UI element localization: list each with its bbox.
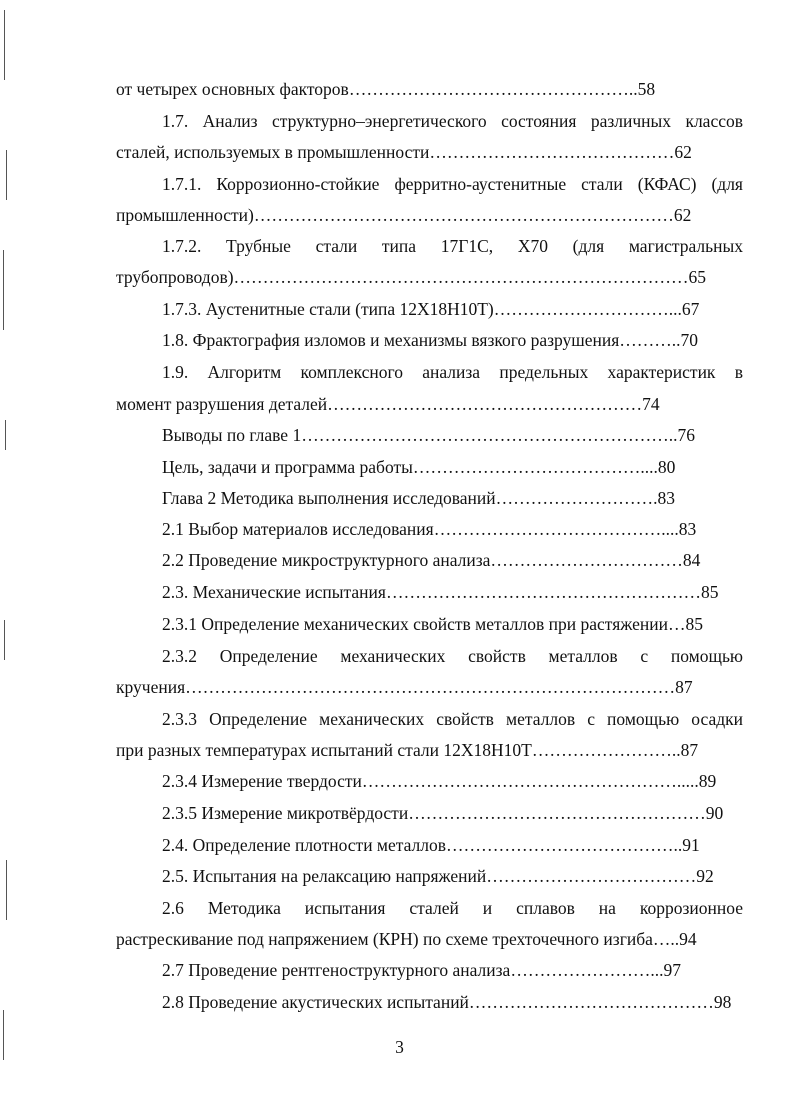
toc-line: промышленности)………………………………………………………………62 (116, 205, 692, 225)
toc-line: 2.6 Методика испытания сталей и сплавов на коррозионное (162, 898, 743, 918)
page-number: 3 (395, 1037, 404, 1057)
toc-line: 2.3.2 Определение механических свойств металлов с помощью (162, 646, 743, 666)
toc-line: 1.7. Анализ структурно–энергетического состояния различных классов (162, 111, 743, 131)
toc-line: 2.1 Выбор материалов исследования…………………………………....83 (162, 519, 697, 539)
toc-line: от четырех основных факторов…………………………………………..58 (116, 79, 656, 99)
toc-line: 2.5. Испытания на релаксацию напряжений………………………………92 (162, 866, 714, 886)
toc-line: 2.3.1 Определение механических свойств металлов при растяжении…85 (162, 614, 703, 634)
toc-line: момент разрушения деталей………………………………………………74 (116, 394, 660, 414)
toc-line: 1.9. Алгоритм комплексного анализа предельных характеристик в (162, 362, 743, 382)
toc-line: при разных температурах испытаний стали 12Х18Н10Т……………………..87 (116, 740, 699, 760)
toc-line: сталей, используемых в промышленности……………………………………62 (116, 142, 692, 162)
toc-line: 1.7.1. Коррозионно-стойкие ферритно-аустенитные стали (КФАС) (для (162, 174, 743, 194)
toc-line: 2.3. Механические испытания………………………………………………85 (162, 582, 719, 602)
toc-line: Выводы по главе 1………………………………………………………..76 (162, 425, 695, 445)
toc-line: 2.8 Проведение акустических испытаний……………………………………98 (162, 992, 732, 1012)
toc-line: 2.2 Проведение микроструктурного анализа……………………………84 (162, 550, 701, 570)
toc-line: растрескивание под напряжением (КРН) по схеме трехточечного изгиба…..94 (116, 929, 697, 949)
toc-line: трубопроводов)……………………………………………………………………65 (116, 267, 707, 287)
toc-line: 1.7.2. Трубные стали типа 17Г1С, Х70 (для магистральных (162, 236, 743, 256)
toc-line: Цель, задачи и программа работы…………………………………....80 (162, 457, 676, 477)
toc-line: 2.3.5 Измерение микротвёрдости……………………………………………90 (162, 803, 724, 823)
toc-line: 2.3.3 Определение механических свойств металлов с помощью осадки (162, 709, 743, 729)
toc-line: 2.4. Определение плотности металлов…………………………………..91 (162, 835, 700, 855)
toc-line: 1.8. Фрактография изломов и механизмы вязкого разрушения………..70 (162, 330, 699, 350)
toc-line: кручения…………………………………………………………………………87 (116, 677, 693, 697)
scan-margin-marks (0, 0, 14, 1096)
toc-line: Глава 2 Методика выполнения исследований……………………….83 (162, 488, 676, 508)
toc-line: 2.7 Проведение рентгеноструктурного анализа……………………...97 (162, 960, 681, 980)
toc-line: 2.3.4 Измерение твердости……………………………………………….....89 (162, 771, 717, 791)
toc-line: 1.7.3. Аустенитные стали (типа 12Х18Н10Т)…………………………...67 (162, 299, 700, 319)
